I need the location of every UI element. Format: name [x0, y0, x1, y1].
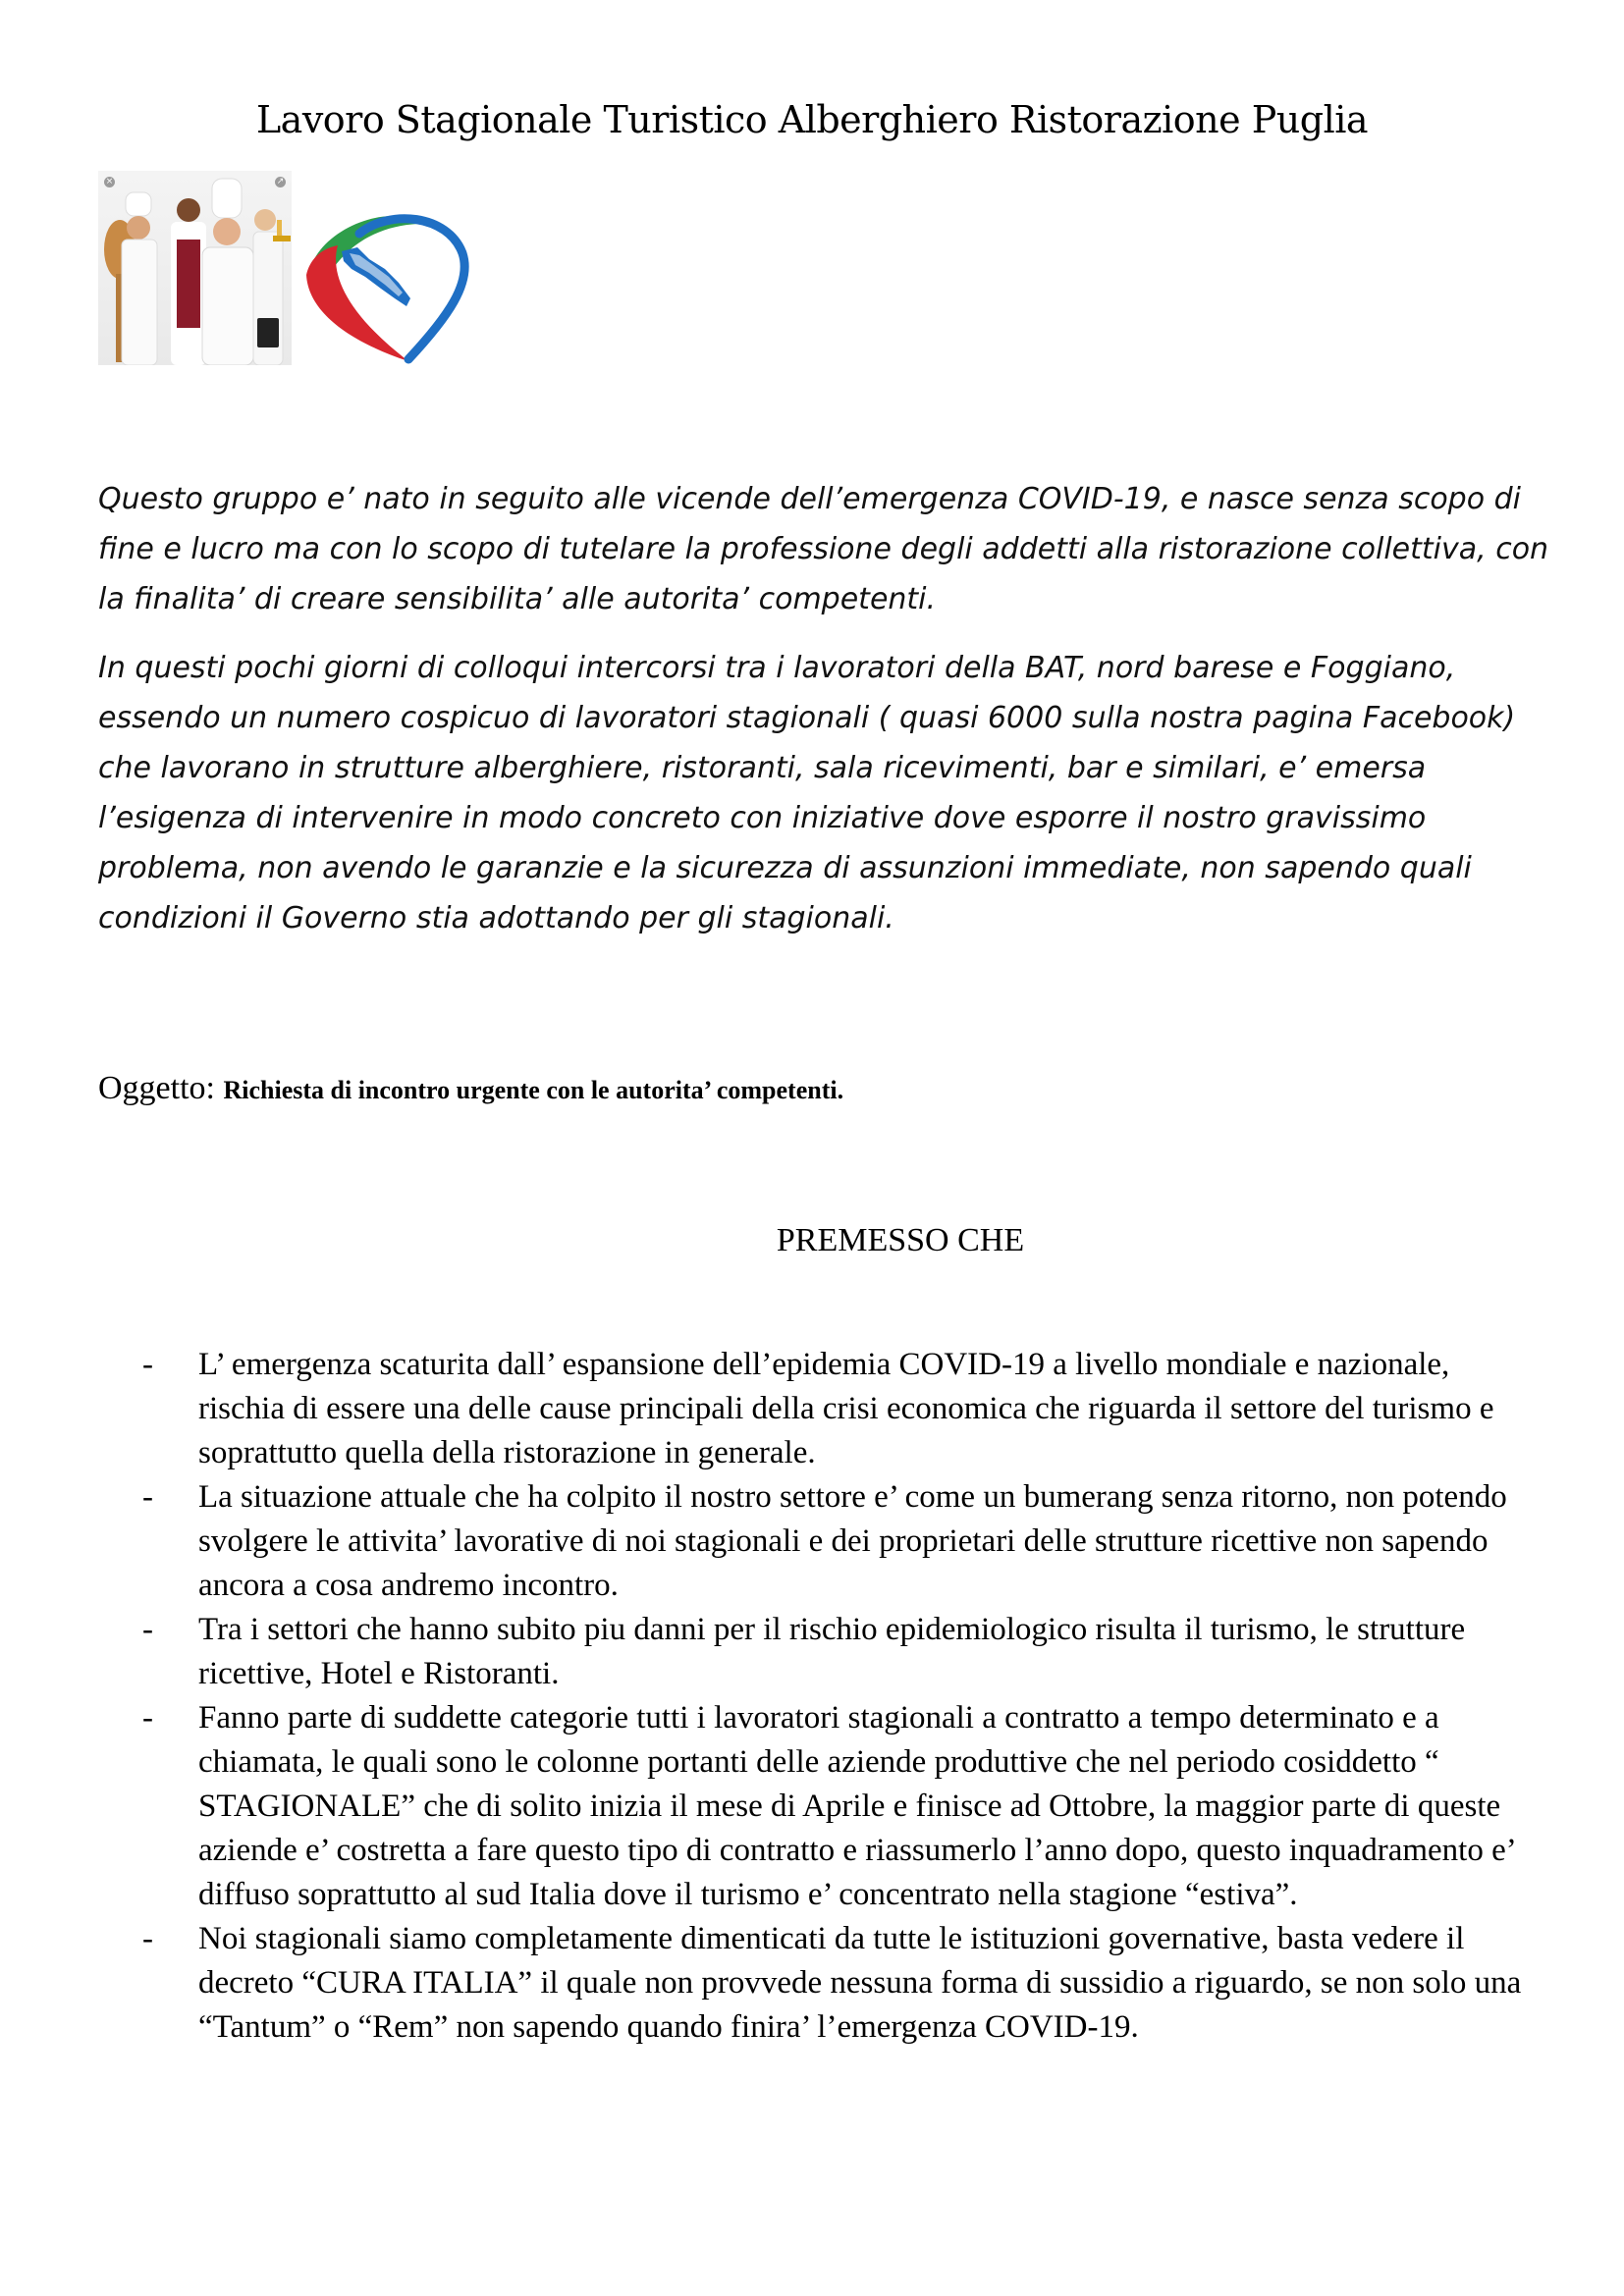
- list-item: [142, 1475, 1537, 1608]
- premesso-heading: PREMESSO CHE: [776, 1222, 1025, 1258]
- list-item-text: La situazione attuale che ha colpito il nostro settore e’ come un bumerang senza ritorno, non potendo svolgere le attivita’ lavorative di noi stagionali e dei proprietari delle strutture ricettive non sapendo ancora a cosa andremo incontro.: [198, 1479, 1507, 1603]
- list-item-text: Tra i settori che hanno subito piu danni per il rischio epidemiologico risulta il turismo, le strutture ricettive, Hotel e Ristoranti.: [198, 1612, 1466, 1691]
- expand-icon: ↗: [276, 177, 285, 187]
- intro-paragraph-2: In questi pochi giorni di colloqui intercorsi tra i lavoratori della BAT, nord barese e Foggiano, essendo un numero cospicuo di lavoratori stagionali ( quasi 6000 sulla nostra pagina Facebook) che lavorano in strutture alberghiere, ristoranti, sala ricevimenti, bar e similari, e’ emersa l’esigenza di intervenire in modo concreto con iniziative dove esporre il nostro gravissimo problema, non avendo le garanzie e la sicurezza di assunzioni immediate, non sapendo quali condizioni il Governo stia adottando per gli stagionali.: [98, 651, 1516, 935]
- premesso-list: [142, 1343, 1537, 2050]
- list-item: [142, 1343, 1537, 1475]
- workers-illustration: [98, 171, 292, 365]
- list-item: [142, 1696, 1537, 1917]
- list-item: [142, 1608, 1537, 1696]
- bullet-dash: -: [142, 1479, 153, 1515]
- subject-text: Richiesta di incontro urgente con le autorita’ competenti.: [223, 1076, 844, 1104]
- hospitality-workers-photo: [98, 171, 292, 365]
- list-item-text: L’ emergenza scaturita dall’ espansione dell’epidemia COVID-19 a livello mondiale e nazionale, rischia di essere una delle cause principali della crisi economica che riguarda il settore del turismo e soprattutto quella della ristorazione in generale.: [198, 1347, 1494, 1470]
- bullet-dash: -: [142, 1612, 153, 1647]
- puglia-heart-logo: [300, 204, 472, 366]
- bullet-dash: -: [142, 1921, 153, 1956]
- bullet-dash: -: [142, 1700, 153, 1735]
- subject-line: [98, 1070, 843, 1107]
- list-item-text: Fanno parte di suddette categorie tutti i lavoratori stagionali a contratto a tempo determinato e a chiamata, le quali sono le colonne portanti delle aziende produttive che nel periodo cosiddetto “ STAGIONALE” che di solito inizia il mese di Aprile e finisce ad Ottobre, la maggior parte di queste aziende e’ costretta a fare questo tipo di contratto e riassumerlo l’anno dopo, questo inquadramento e’ diffuso soprattutto al sud Italia dove il turismo e’ concentrato nella stagione “estiva”.: [198, 1700, 1515, 1912]
- list-item-text: Noi stagionali siamo completamente dimenticati da tutte le istituzioni governative, basta vedere il decreto “CURA ITALIA” il quale non provvede nessuna forma di sussidio a riguardo, se non solo una “Tantum” o “Rem” non sapendo quando finira’ l’emergenza COVID-19.: [198, 1921, 1522, 2045]
- close-icon: ×: [105, 177, 114, 187]
- subject-label: Oggetto:: [98, 1070, 215, 1106]
- bullet-dash: -: [142, 1347, 153, 1382]
- intro-paragraph-1: Questo gruppo e’ nato in seguito alle vicende dell’emergenza COVID-19, e nasce senza scopo di fine e lucro ma con lo scopo di tutelare la professione degli addetti alla ristorazione collettiva, con la finalita’ di creare sensibilita’ alle autorita’ competenti.: [98, 482, 1549, 616]
- document-title: Lavoro Stagionale Turistico Alberghiero Ristorazione Puglia: [255, 98, 1369, 141]
- list-item: [142, 1917, 1537, 2050]
